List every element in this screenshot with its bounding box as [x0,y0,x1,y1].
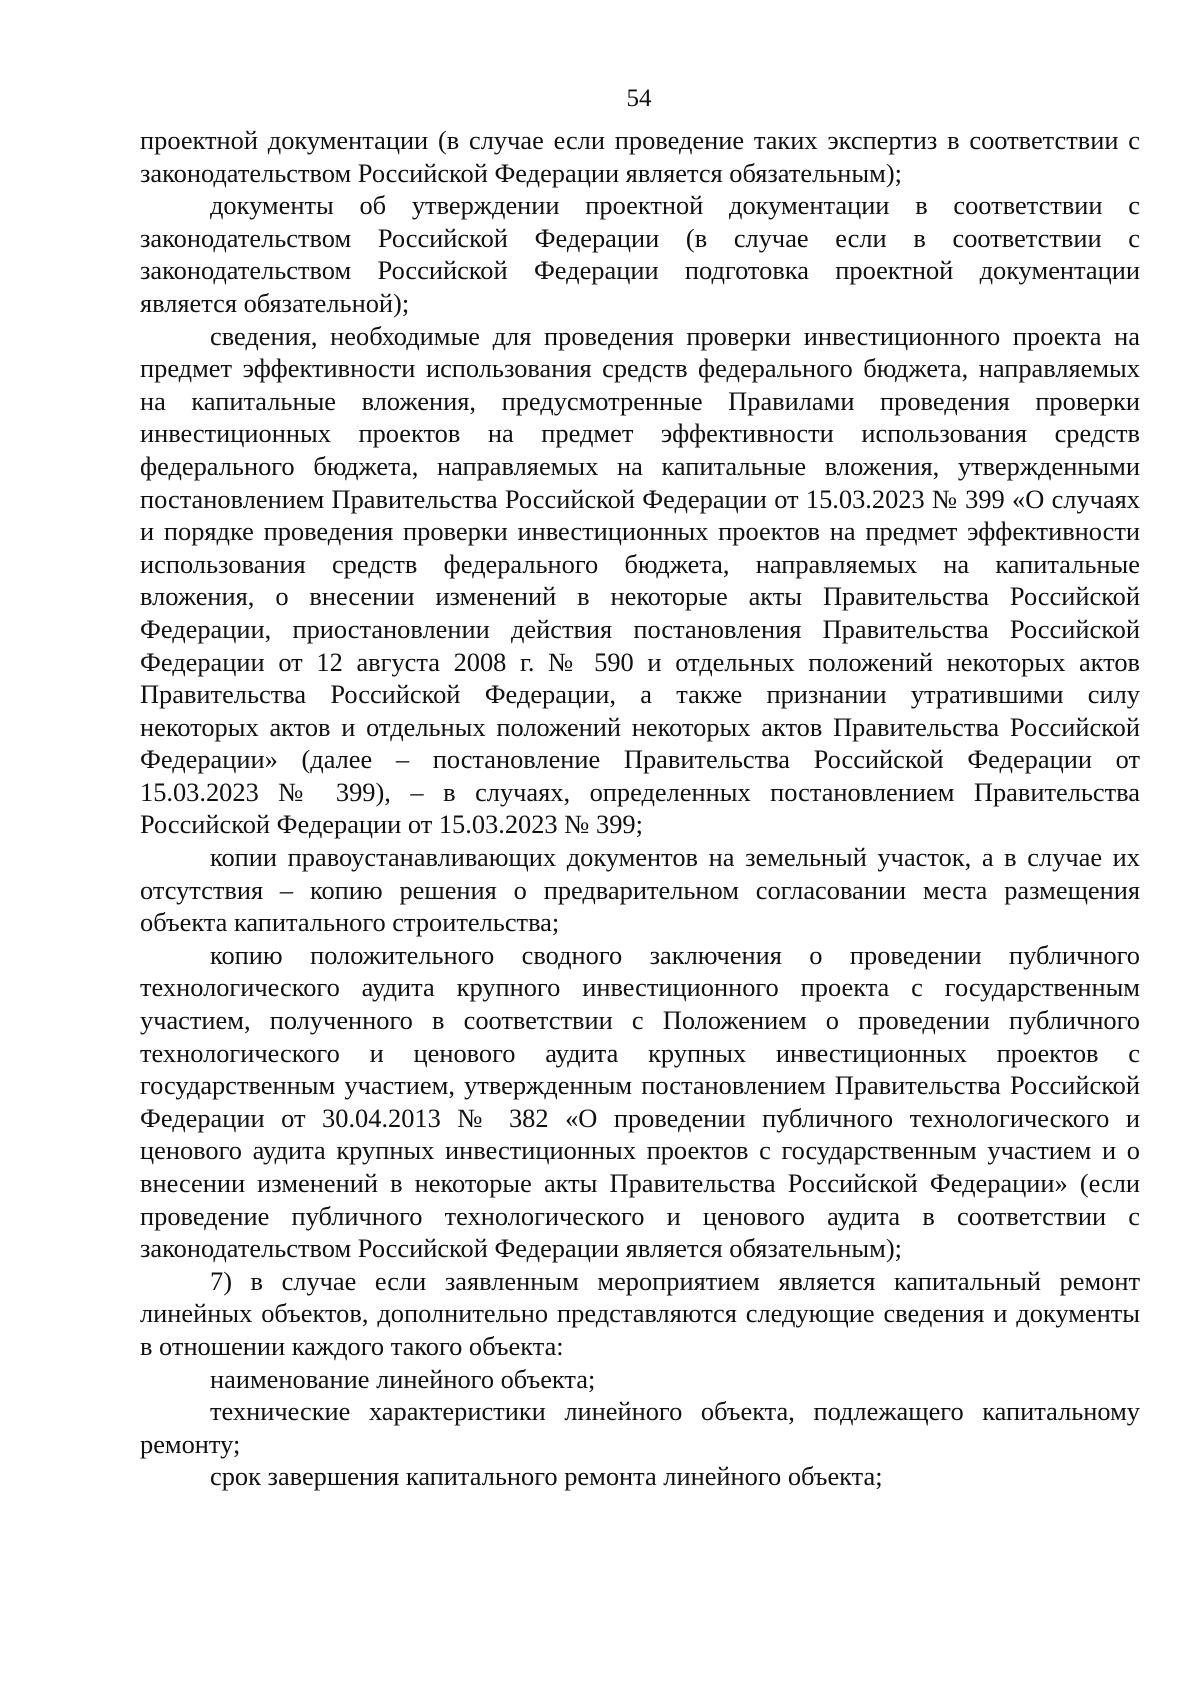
paragraph-technical-characteristics: технические характеристики линейного объекта, подлежащего капитальному ремонту; [140,1396,1140,1459]
page-number: 54 [626,85,652,112]
paragraph-item-7-capital-repair: 7) в случае если заявленным мероприятием является капитальный ремонт линейных объектов, дополнительно представляются следующие сведения и документы в отношении каждого такого объекта: [140,1265,1140,1361]
paragraph-repair-completion-date: срок завершения капитального ремонта линейного объекта; [210,1461,883,1492]
document-body [140,124,1140,1493]
paragraph-technological-audit-conclusion: копию положительного сводного заключения о проведении публичного технологического аудита крупного инвестиционного проекта с государственным участием, полученного в соответствии с Положением о проведении публичного технологического и ценового аудита крупных инвестиционных проектов с государственным участием, утвержденным постановлением Правительства Российской Федерации от 30.04.2013 № 382 «О проведении публичного технологического и ценового аудита крупных инвестиционных проектов с государственным участием и о внесении изменений в некоторые акты Правительства Российской Федерации» (если проведение публичного технологического и ценового аудита в соответствии с законодательством Российской Федерации является обязательным); [140,939,1140,1264]
paragraph-land-title-documents: копии правоустанавливающих документов на земельный участок, а в случае их отсутствия – копию решения о предварительном согласовании места размещения объекта капитального строительства; [140,842,1140,938]
paragraph-project-documentation-expertise: проектной документации (в случае если проведение таких экспертиз в соответствии с законодательством Российской Федерации является обязательным); [140,125,1140,188]
paragraph-linear-object-name: наименование линейного объекта; [210,1363,596,1394]
paragraph-investment-project-check: сведения, необходимые для проведения проверки инвестиционного проекта на предмет эффективности использования средств федерального бюджета, направляемых на капитальные вложения, предусмотренные Правилами проведения проверки инвестиционных проектов на предмет эффективности использования средств федерального бюджета, направляемых на капитальные вложения, утвержденными постановлением Правительства Российской Федерации от 15.03.2023 № 399 «О случаях и порядке проведения проверки инвестиционных проектов на предмет эффективности использования средств федерального бюджета, направляемых на капитальные вложения, о внесении изменений в некоторые акты Правительства Российской Федерации, приостановлении действия постановления Правительства Российской Федерации от 12 августа 2008 г. № 590 и отдельных положений некоторых актов Правительства Российской Федерации, а также признании утратившими силу некоторых актов и отдельных положений некоторых актов Правительства Российской Федерации» (далее – постановление Правительства Российской Федерации от 15.03.2023 № 399), – в случаях, определенных постановлением Правительства Российской Федерации от 15.03.2023 № 399; [140,320,1140,840]
paragraph-project-documentation-approval: документы об утверждении проектной документации в соответствии с законодательством Российской Федерации (в случае если в соответствии с законодательством Российской Федерации подготовка проектной документации является обязательной); [140,190,1140,318]
